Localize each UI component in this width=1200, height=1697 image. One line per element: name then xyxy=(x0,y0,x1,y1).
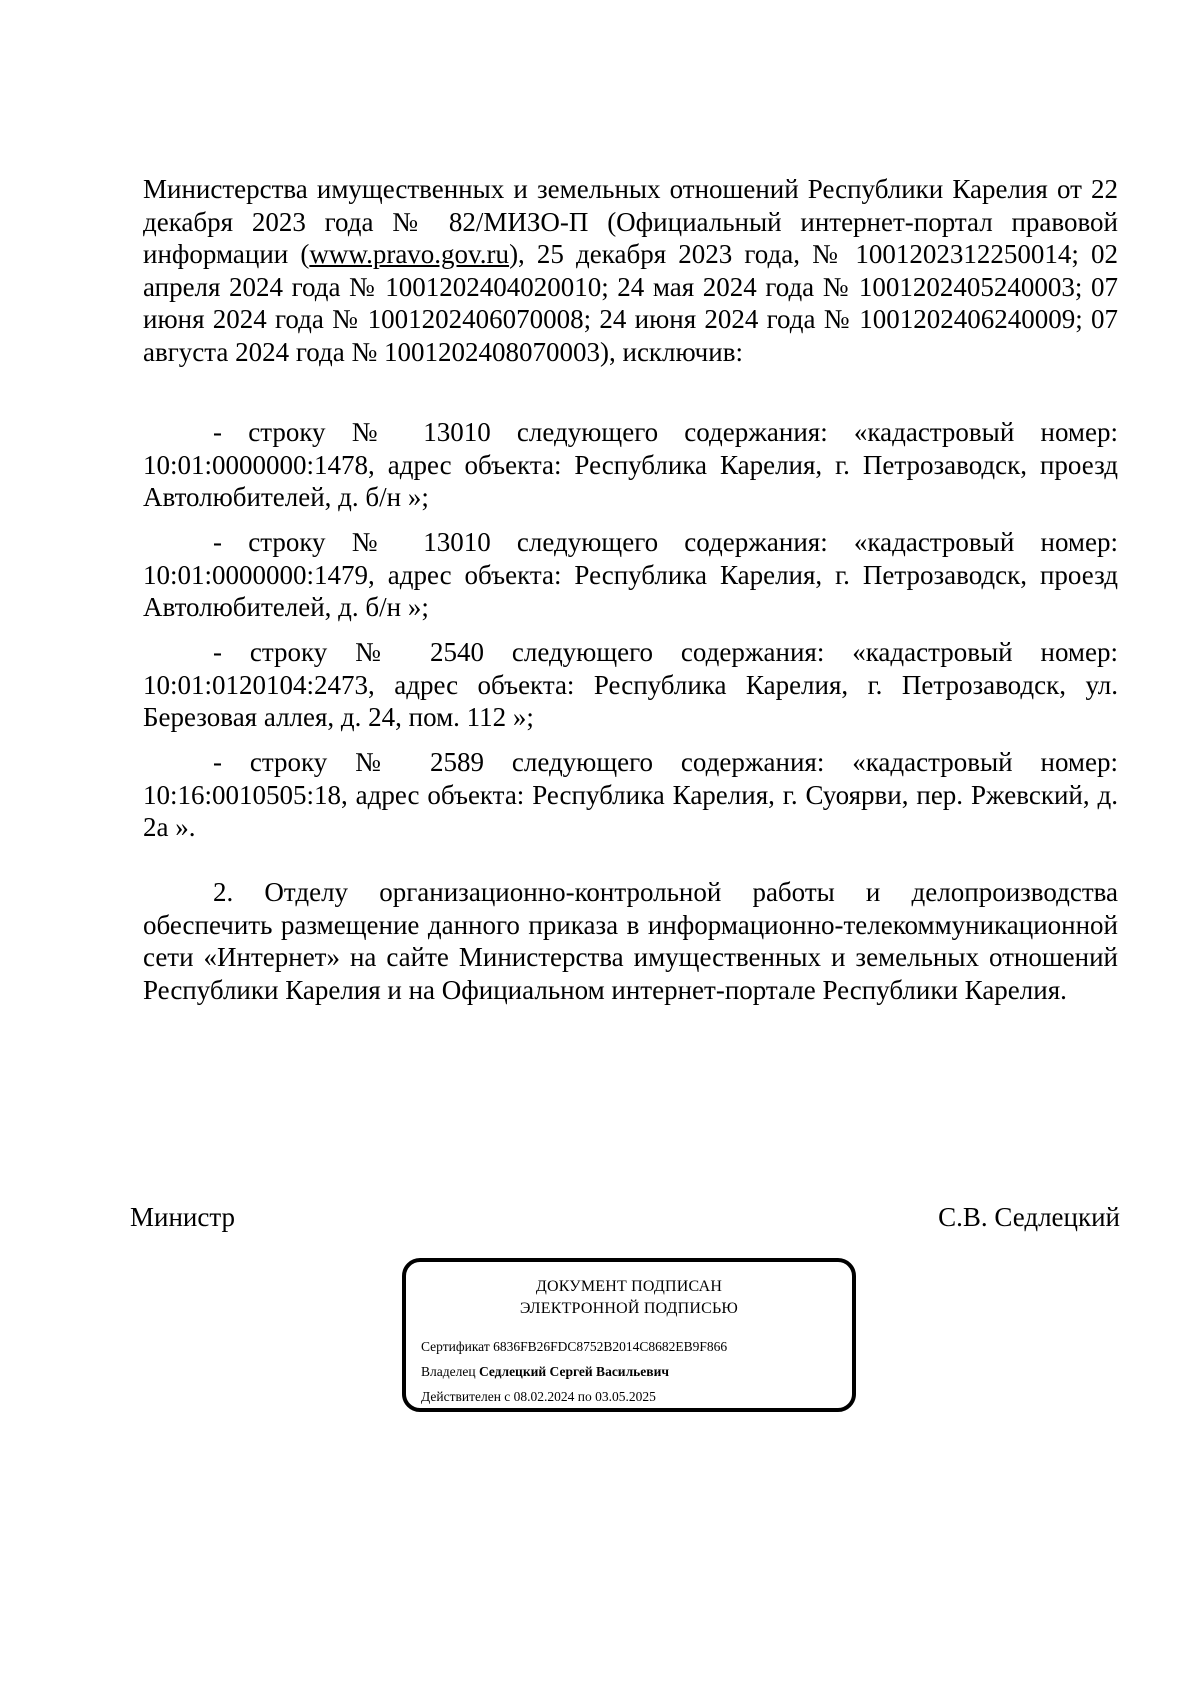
valid-from: 08.02.2024 xyxy=(513,1389,575,1404)
valid-label: Действителен с xyxy=(421,1389,511,1404)
stamp-title xyxy=(406,1276,852,1320)
stamp-validity xyxy=(421,1388,656,1406)
exclusion-item: - строку № 13010 следующего содержания: «кадастровый номер: 10:01:0000000:1478, адрес объекта: Республика Карелия, г. Петрозаводск, проезд Автолюбителей, д. б/н »; xyxy=(143,417,1118,513)
exclusion-item: - строку № 2540 следующего содержания: «кадастровый номер: 10:01:0120104:2473, адрес объекта: Республика Карелия, г. Петрозаводск, ул. Березовая аллея, д. 24, пом. 112 »; xyxy=(143,637,1118,733)
intro-text-start: Министерства имущественных и земельных отношений Республики Карелия от 22 декабря 2023 года № 82/МИЗО-П (Официальный интернет-портал правовой информации ( xyxy=(143,174,1118,270)
valid-to-label: по xyxy=(577,1389,592,1404)
stamp-title-line-2: ЭЛЕКТРОННОЙ ПОДПИСЬЮ xyxy=(519,1300,739,1317)
clause-2-paragraph: 2. Отделу организационно-контрольной работы и делопроизводства обеспечить размещение данного приказа в информационно-телекоммуникационной сети «Интернет» на сайте Министерства имущественных и земельных отношений Республики Карелия и на Официальном интернет-портале Республики Карелия. xyxy=(143,877,1118,1005)
electronic-signature-stamp xyxy=(402,1258,856,1412)
signatory-name: С.В. Седлецкий xyxy=(938,1202,1120,1232)
valid-to: 03.05.2025 xyxy=(595,1389,656,1404)
signatory-position: Министр xyxy=(130,1202,235,1232)
stamp-title-line-1: ДОКУМЕНТ ПОДПИСАН xyxy=(535,1278,723,1295)
pravo-link[interactable]: www.pravo.gov.ru xyxy=(309,239,510,270)
owner-label: Владелец xyxy=(421,1364,476,1379)
owner-value: Седлецкий Сергей Васильевич xyxy=(478,1364,669,1379)
exclusion-item: - строку № 13010 следующего содержания: «кадастровый номер: 10:01:0000000:1479, адрес объекта: Республика Карелия, г. Петрозаводск, проезд Автолюбителей, д. б/н »; xyxy=(143,527,1118,623)
stamp-certificate xyxy=(421,1338,727,1356)
certificate-label: Сертификат xyxy=(421,1339,490,1354)
intro-text-end: ), 25 декабря 2023 года, № 1001202312250014; 02 апреля 2024 года № 1001202404020010; 24 мая 2024 года № 1001202405240003; 07 июня 2024 года № 1001202406070008; 24 июня 2024 года № 1001202406240009; 07 августа 2024 года № 1001202408070003), исключив: xyxy=(143,239,1118,367)
certificate-value: 6836FB26FDC8752B2014C8682EB9F866 xyxy=(493,1339,728,1354)
intro-paragraph xyxy=(143,173,1118,369)
exclusion-item: - строку № 2589 следующего содержания: «кадастровый номер: 10:16:0010505:18, адрес объекта: Республика Карелия, г. Суоярви, пер. Ржевский, д. 2а ». xyxy=(143,747,1118,843)
stamp-owner xyxy=(421,1363,669,1381)
